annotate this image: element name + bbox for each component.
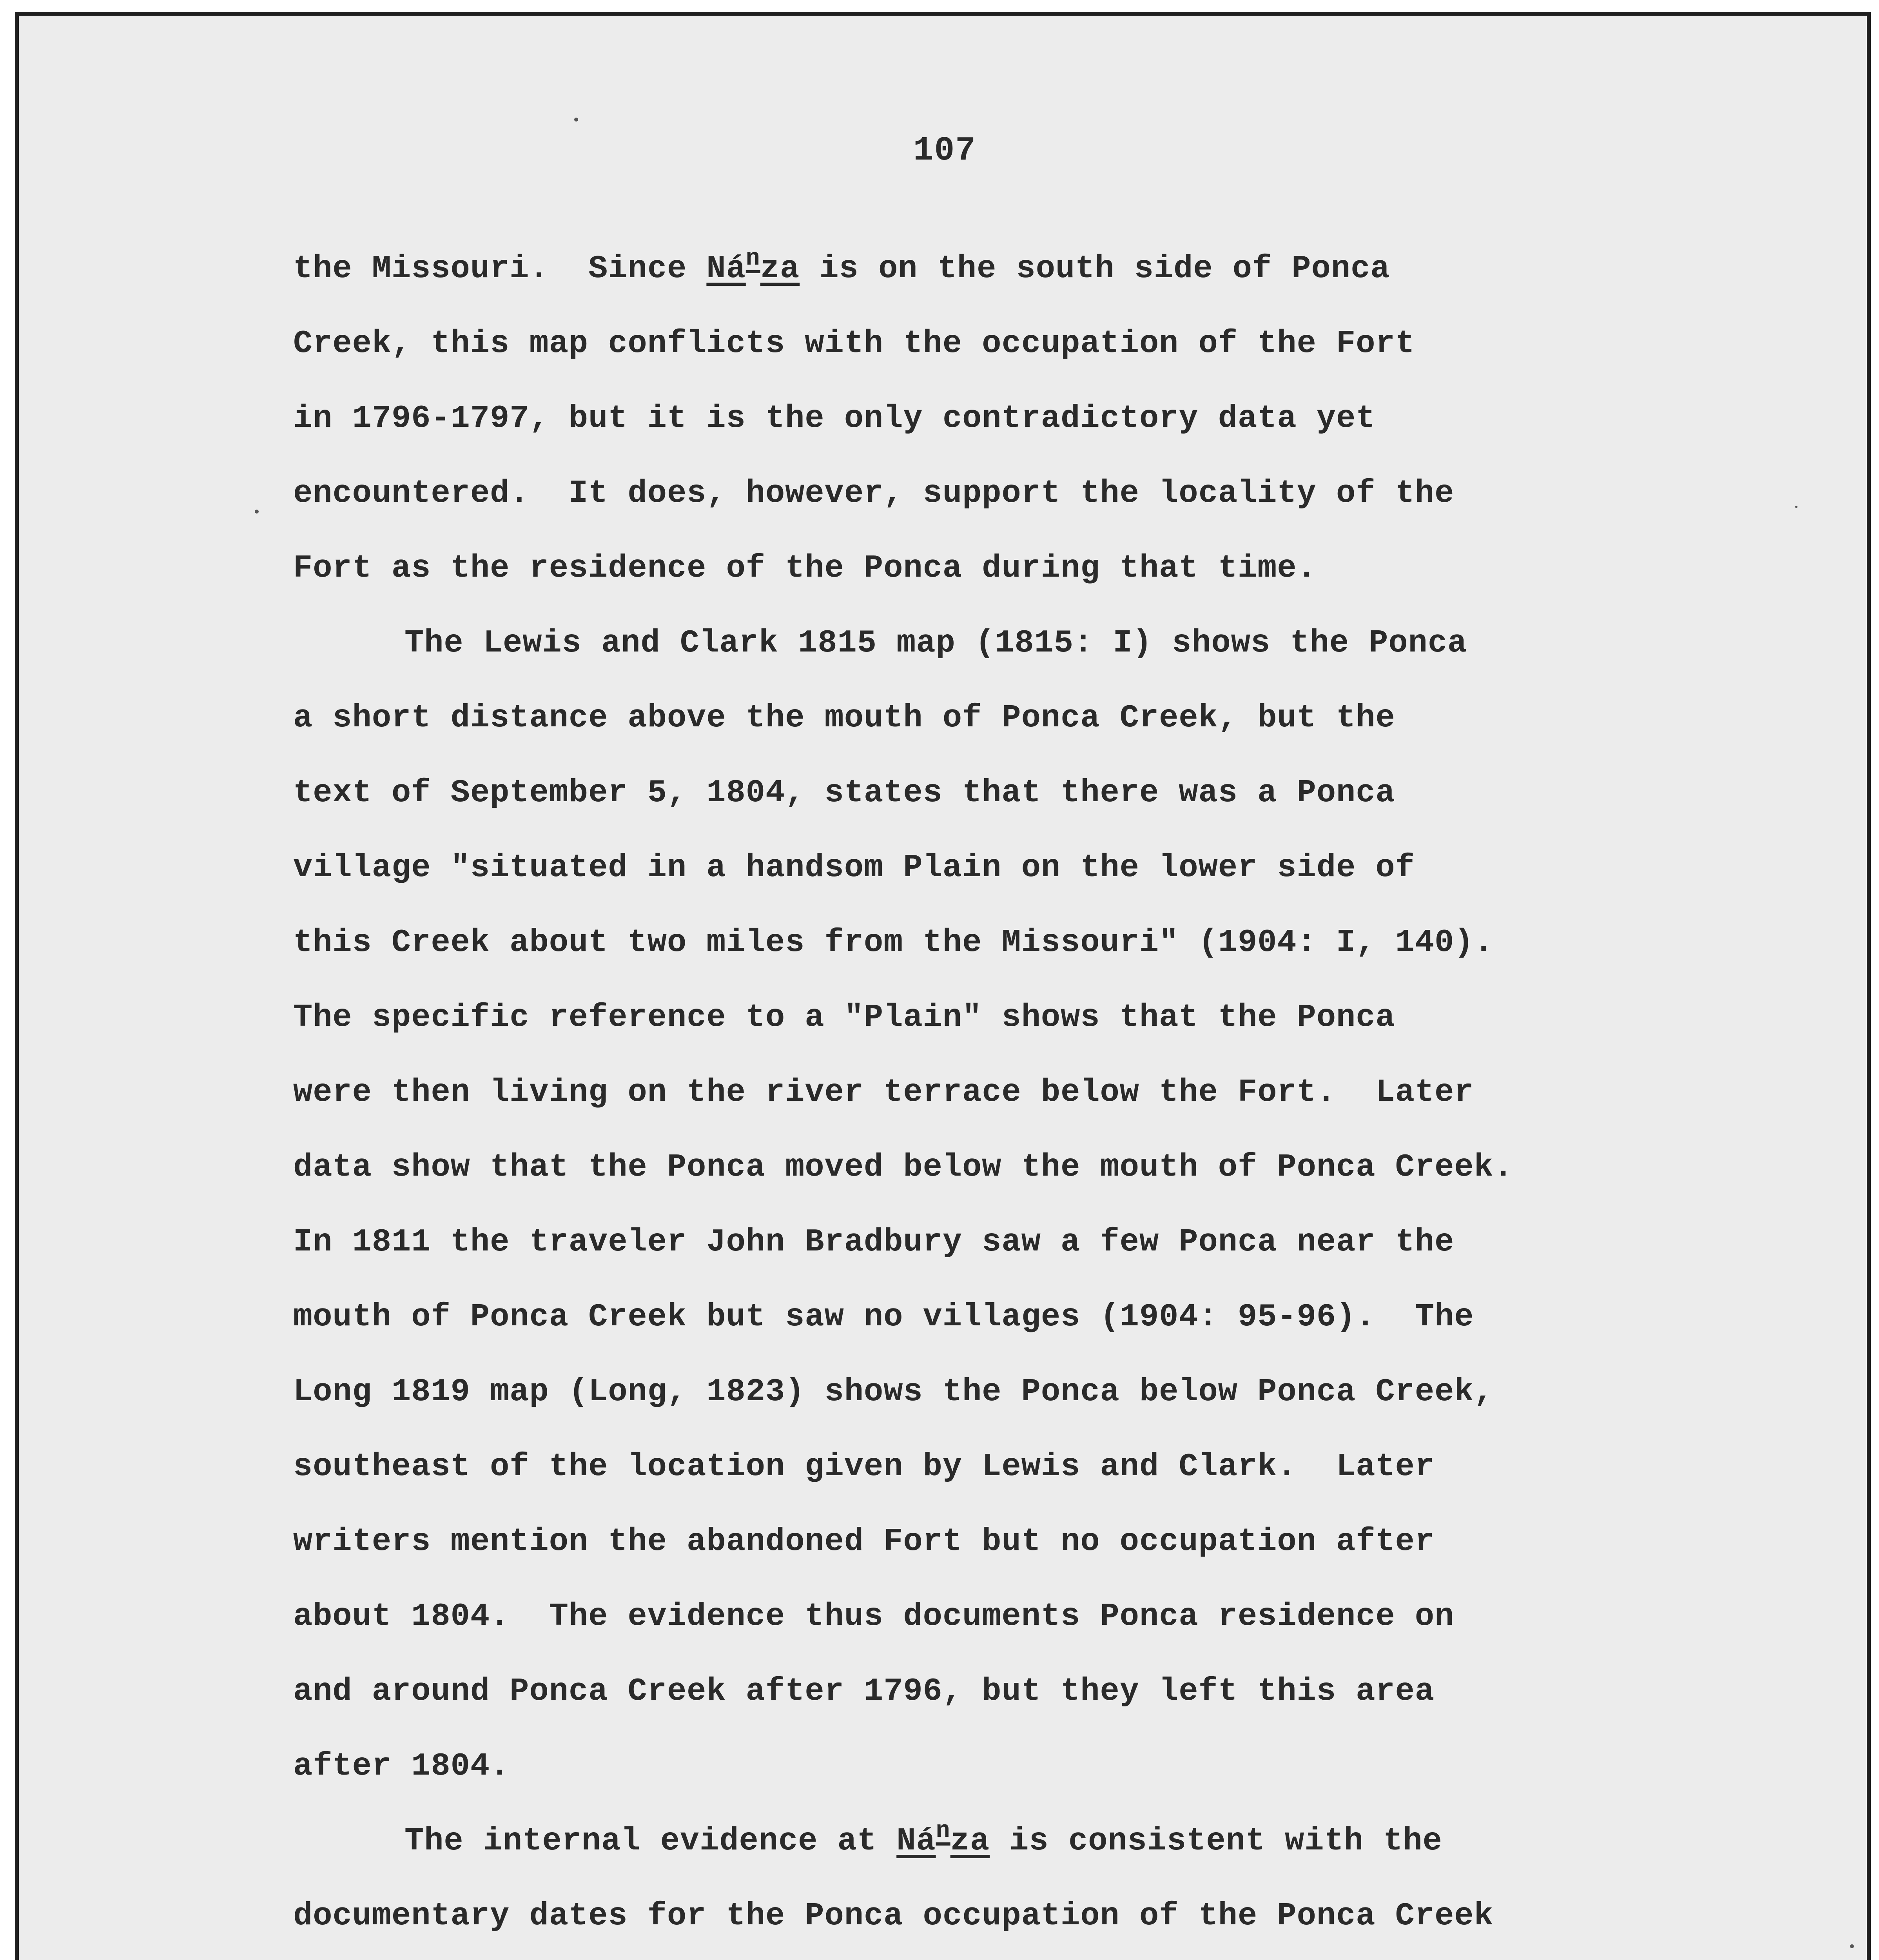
- text-segment: about 1804. The evidence thus documents Ponca residence on: [293, 1598, 1455, 1635]
- text-line: [293, 1878, 1783, 1953]
- text-line: [293, 1055, 1783, 1130]
- text-line: [293, 1130, 1783, 1205]
- text-line: [293, 1429, 1783, 1504]
- text-segment: In 1811 the traveler John Bradbury saw a few Ponca near the: [293, 1224, 1455, 1260]
- text-line: [293, 1354, 1783, 1429]
- text-segment: The Lewis and Clark 1815 map (1815: I) shows the Ponca: [404, 625, 1467, 661]
- text-segment: in 1796-1797, but it is the only contradictory data yet: [293, 400, 1376, 437]
- underlined-term: n: [745, 245, 760, 272]
- text-line: [293, 755, 1783, 830]
- text-line: [293, 1279, 1783, 1354]
- text-line: [293, 1729, 1783, 1804]
- text-segment: text of September 5, 1804, states that there was a Ponca: [293, 775, 1395, 811]
- text-segment: is consistent with the: [990, 1823, 1442, 1859]
- text-line: [293, 381, 1783, 456]
- page-number: 107: [913, 131, 976, 170]
- text-line: [293, 905, 1783, 980]
- typed-body-text: [293, 231, 1783, 1960]
- text-segment: southeast of the location given by Lewis and Clark. Later: [293, 1448, 1435, 1485]
- text-segment: this Creek about two miles from the Missouri" (1904: I, 140).: [293, 924, 1494, 961]
- underlined-term: Ná: [706, 250, 746, 287]
- text-segment: a short distance above the mouth of Ponca Creek, but the: [293, 700, 1395, 736]
- text-segment: The specific reference to a "Plain" shows that the Ponca: [293, 999, 1395, 1036]
- text-segment: village "situated in a handsom Plain on the lower side of: [293, 849, 1415, 886]
- text-segment: after 1804.: [293, 1748, 510, 1784]
- text-line: [293, 681, 1783, 755]
- text-segment: data show that the Ponca moved below the mouth of Ponca Creek.: [293, 1149, 1513, 1185]
- text-line: [293, 830, 1783, 905]
- text-segment: Creek, this map conflicts with the occupation of the Fort: [293, 325, 1415, 362]
- text-line: [293, 980, 1783, 1055]
- text-segment: writers mention the abandoned Fort but no occupation after: [293, 1523, 1435, 1560]
- text-segment: The internal evidence at: [404, 1823, 897, 1859]
- text-segment: Long 1819 map (Long, 1823) shows the Ponca below Ponca Creek,: [293, 1374, 1494, 1410]
- text-line: [293, 1205, 1783, 1279]
- text-line: [293, 1804, 1783, 1878]
- text-segment: Fort as the residence of the Ponca during that time.: [293, 550, 1317, 586]
- text-line: [293, 231, 1783, 306]
- text-segment: encountered. It does, however, support the locality of the: [293, 475, 1455, 512]
- paper-speck: [574, 118, 578, 122]
- text-line: [293, 1953, 1783, 1960]
- paper-speck: [255, 510, 259, 514]
- paper-speck: [1850, 1944, 1854, 1948]
- text-segment: the Missouri. Since: [293, 250, 707, 287]
- underlined-term: za: [760, 250, 800, 287]
- underlined-term: Ná: [896, 1823, 936, 1859]
- text-line: [293, 606, 1783, 681]
- underlined-term: za: [950, 1823, 990, 1859]
- text-segment: is on the south side of Ponca: [800, 250, 1390, 287]
- text-line: [293, 456, 1783, 531]
- paper-speck: [1795, 506, 1797, 508]
- underlined-term: n: [936, 1818, 950, 1844]
- text-segment: mouth of Ponca Creek but saw no villages (1904: 95-96). The: [293, 1299, 1474, 1335]
- text-segment: were then living on the river terrace below the Fort. Later: [293, 1074, 1474, 1111]
- text-segment: documentary dates for the Ponca occupation of the Ponca Creek: [293, 1898, 1494, 1934]
- text-line: [293, 1654, 1783, 1729]
- text-line: [293, 306, 1783, 381]
- text-segment: and around Ponca Creek after 1796, but they left this area: [293, 1673, 1435, 1710]
- text-line: [293, 1579, 1783, 1654]
- text-line: [293, 531, 1783, 606]
- text-line: [293, 1504, 1783, 1579]
